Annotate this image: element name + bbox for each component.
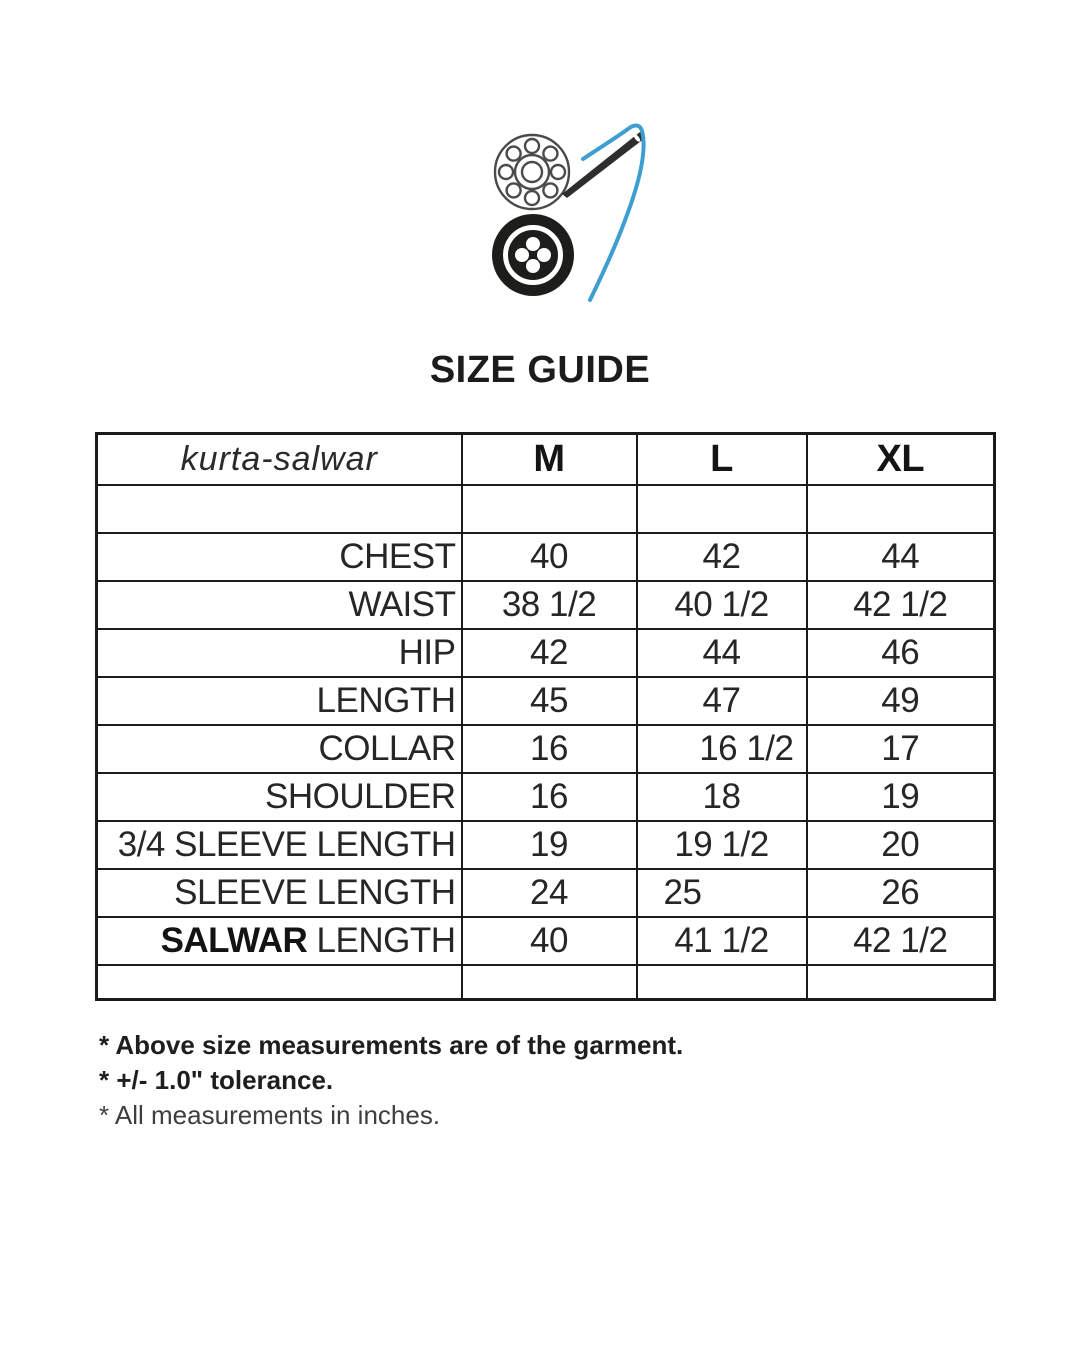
footnotes (99, 1032, 683, 1137)
measurement-value: 19 (807, 773, 995, 821)
empty-cell (462, 485, 637, 533)
measurement-value: 16 (462, 773, 637, 821)
table-row (97, 533, 995, 581)
measurement-value: 24 (462, 869, 637, 917)
measurement-value: 42 (637, 533, 807, 581)
empty-cell (462, 965, 637, 1000)
thread-icon (583, 125, 644, 300)
measurement-label: COLLAR (97, 725, 462, 773)
empty-cell (807, 965, 995, 1000)
measurement-value: 16 1/2 (637, 725, 807, 773)
bobbin-icon (495, 135, 569, 209)
measurement-value: 45 (462, 677, 637, 725)
size-column-header: L (637, 434, 807, 485)
empty-cell (807, 485, 995, 533)
table-row (97, 581, 995, 629)
measurement-label: 3/4 SLEEVE LENGTH (97, 821, 462, 869)
measurement-value: 44 (637, 629, 807, 677)
button-icon (492, 214, 574, 296)
measurement-value: 19 1/2 (637, 821, 807, 869)
empty-cell (637, 485, 807, 533)
empty-cell (637, 965, 807, 1000)
table-row (97, 725, 995, 773)
spacer-row (97, 485, 995, 533)
measurement-label: SHOULDER (97, 773, 462, 821)
measurement-value: 19 (462, 821, 637, 869)
needle-icon (562, 132, 645, 198)
table-row (97, 773, 995, 821)
measurement-value: 49 (807, 677, 995, 725)
measurement-value: 41 1/2 (637, 917, 807, 965)
table-row (97, 629, 995, 677)
footnote-line: * Above size measurements are of the garment. (99, 1030, 684, 1060)
size-column-header: XL (807, 434, 995, 485)
brand-logo (455, 105, 675, 315)
product-name-cell: kurta-salwar (97, 434, 462, 485)
measurement-value: 42 (462, 629, 637, 677)
measurement-value: 26 (807, 869, 995, 917)
measurement-value: 42 1/2 (807, 581, 995, 629)
table-row (97, 821, 995, 869)
empty-cell (97, 965, 462, 1000)
measurement-value: 42 1/2 (807, 917, 995, 965)
measurement-value: 46 (807, 629, 995, 677)
table-row (97, 677, 995, 725)
measurement-value: 25 (637, 869, 807, 917)
measurement-label: LENGTH (97, 677, 462, 725)
measurement-value: 20 (807, 821, 995, 869)
measurement-value: 40 1/2 (637, 581, 807, 629)
measurement-value: 18 (637, 773, 807, 821)
size-column-header: M (462, 434, 637, 485)
label-part: LENGTH (307, 920, 456, 960)
measurement-label (97, 917, 462, 965)
table-header-row (97, 434, 995, 485)
measurement-value: 47 (637, 677, 807, 725)
measurement-value: 40 (462, 917, 637, 965)
page-title: SIZE GUIDE (429, 349, 651, 391)
measurement-label: WAIST (97, 581, 462, 629)
spacer-row (97, 965, 995, 1000)
empty-cell (97, 485, 462, 533)
table-body (97, 485, 995, 1000)
footnote-line: * All measurements in inches. (99, 1100, 441, 1130)
measurement-value: 40 (462, 533, 637, 581)
measurement-label: CHEST (97, 533, 462, 581)
measurement-value: 16 (462, 725, 637, 773)
measurement-value: 38 1/2 (462, 581, 637, 629)
table-row (97, 869, 995, 917)
footnote-line: * +/- 1.0" tolerance. (99, 1065, 334, 1095)
label-bold-part: SALWAR (160, 920, 308, 960)
size-guide-table (95, 432, 996, 1001)
measurement-value: 17 (807, 725, 995, 773)
measurement-value: 44 (807, 533, 995, 581)
table-row (97, 917, 995, 965)
measurement-label: HIP (97, 629, 462, 677)
measurement-label: SLEEVE LENGTH (97, 869, 462, 917)
